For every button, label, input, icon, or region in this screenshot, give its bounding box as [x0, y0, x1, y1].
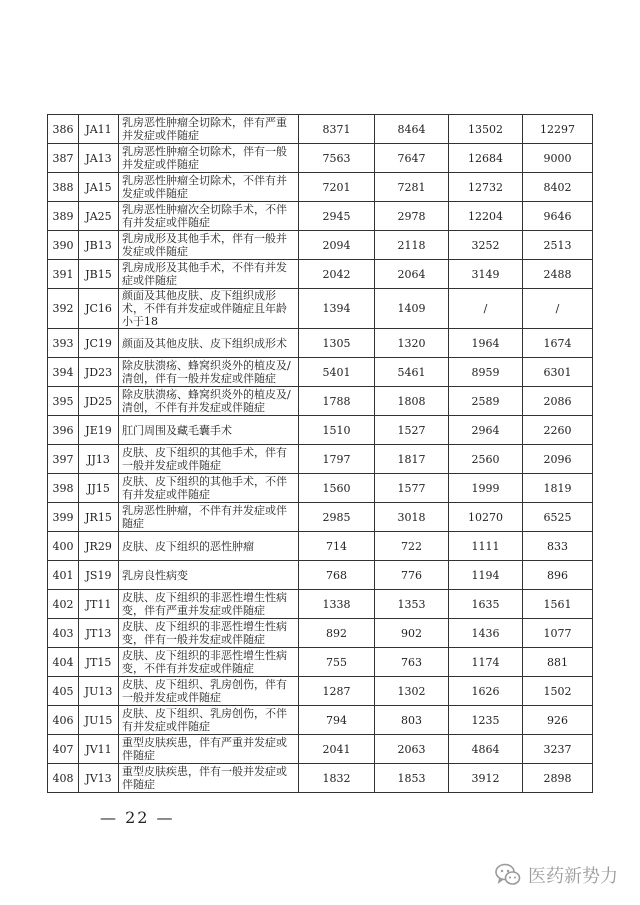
drg-name-cell: 皮肤、皮下组织的其他手术，不伴有并发症或伴随症: [119, 474, 299, 503]
row-number-cell: 408: [48, 764, 79, 793]
value-cell-1: 1394: [299, 289, 375, 329]
drg-code-cell: JB13: [79, 231, 119, 260]
value-cell-4: 2513: [523, 231, 593, 260]
value-cell-1: 1338: [299, 590, 375, 619]
drg-name-cell: 皮肤、皮下组织的其他手术，伴有一般并发症或伴随症: [119, 445, 299, 474]
drg-name-cell: 肛门周围及藏毛囊手术: [119, 416, 299, 445]
drg-name-cell: 除皮肤溃疡、蜂窝织炎外的植皮及/清创，伴有一般并发症或伴随症: [119, 358, 299, 387]
drg-code-cell: JJ15: [79, 474, 119, 503]
drg-code-cell: JT15: [79, 648, 119, 677]
value-cell-3: 1626: [449, 677, 523, 706]
value-cell-3: 3149: [449, 260, 523, 289]
wechat-icon: [494, 861, 522, 889]
drg-code-cell: JC16: [79, 289, 119, 329]
value-cell-3: 12732: [449, 173, 523, 202]
value-cell-2: 7281: [375, 173, 449, 202]
value-cell-1: 768: [299, 561, 375, 590]
drg-name-cell: 皮肤、皮下组织的非恶性增生性病变，伴有一般并发症或伴随症: [119, 619, 299, 648]
row-number-cell: 388: [48, 173, 79, 202]
drg-code-cell: JV11: [79, 735, 119, 764]
table-row: [48, 445, 593, 474]
value-cell-4: 6525: [523, 503, 593, 532]
row-number-cell: 386: [48, 115, 79, 144]
row-number-cell: 387: [48, 144, 79, 173]
table-row: [48, 590, 593, 619]
table-row: [48, 474, 593, 503]
value-cell-2: 2118: [375, 231, 449, 260]
value-cell-1: 1560: [299, 474, 375, 503]
value-cell-2: 1527: [375, 416, 449, 445]
drg-name-cell: 皮肤、皮下组织的恶性肿瘤: [119, 532, 299, 561]
value-cell-3: 1235: [449, 706, 523, 735]
table-row: [48, 532, 593, 561]
value-cell-3: 1194: [449, 561, 523, 590]
value-cell-3: 8959: [449, 358, 523, 387]
row-number-cell: 400: [48, 532, 79, 561]
drg-code-cell: JC19: [79, 329, 119, 358]
table-body: [48, 115, 593, 793]
value-cell-3: 2964: [449, 416, 523, 445]
drg-code-cell: JT11: [79, 590, 119, 619]
value-cell-1: 1305: [299, 329, 375, 358]
value-cell-3: 1436: [449, 619, 523, 648]
value-cell-3: 1964: [449, 329, 523, 358]
value-cell-1: 5401: [299, 358, 375, 387]
row-number-cell: 392: [48, 289, 79, 329]
value-cell-4: 2260: [523, 416, 593, 445]
value-cell-2: 8464: [375, 115, 449, 144]
value-cell-2: 1409: [375, 289, 449, 329]
row-number-cell: 390: [48, 231, 79, 260]
value-cell-3: 1999: [449, 474, 523, 503]
drg-name-cell: 皮肤、皮下组织、乳房创伤，伴有一般并发症或伴随症: [119, 677, 299, 706]
drg-code-cell: JA15: [79, 173, 119, 202]
row-number-cell: 402: [48, 590, 79, 619]
row-number-cell: 391: [48, 260, 79, 289]
drg-name-cell: 颜面及其他皮肤、皮下组织成形术，不伴有并发症或伴随症且年龄小于18: [119, 289, 299, 329]
value-cell-3: 2589: [449, 387, 523, 416]
row-number-cell: 396: [48, 416, 79, 445]
drg-name-cell: 乳房恶性肿瘤全切除术，不伴有并发症或伴随症: [119, 173, 299, 202]
value-cell-3: 2560: [449, 445, 523, 474]
value-cell-1: 2094: [299, 231, 375, 260]
drg-code-cell: JJ13: [79, 445, 119, 474]
value-cell-3: 10270: [449, 503, 523, 532]
drg-code-cell: JT13: [79, 619, 119, 648]
table-row: [48, 764, 593, 793]
table-row: [48, 115, 593, 144]
table-row: [48, 173, 593, 202]
value-cell-3: 3252: [449, 231, 523, 260]
value-cell-1: 794: [299, 706, 375, 735]
value-cell-1: 1797: [299, 445, 375, 474]
drg-name-cell: 乳房恶性肿瘤次全切除手术，不伴有并发症或伴随症: [119, 202, 299, 231]
table-row: [48, 648, 593, 677]
table-row: [48, 416, 593, 445]
table-row: [48, 503, 593, 532]
value-cell-1: 2041: [299, 735, 375, 764]
value-cell-1: 755: [299, 648, 375, 677]
value-cell-2: 5461: [375, 358, 449, 387]
table-row: [48, 358, 593, 387]
table-row: [48, 387, 593, 416]
drg-name-cell: 皮肤、皮下组织、乳房创伤，不伴有并发症或伴随症: [119, 706, 299, 735]
drg-name-cell: 重型皮肤疾患，伴有一般并发症或伴随症: [119, 764, 299, 793]
value-cell-4: 896: [523, 561, 593, 590]
drg-code-cell: JU15: [79, 706, 119, 735]
value-cell-1: 1510: [299, 416, 375, 445]
value-cell-1: 7563: [299, 144, 375, 173]
row-number-cell: 399: [48, 503, 79, 532]
drg-name-cell: 乳房良性病变: [119, 561, 299, 590]
value-cell-2: 776: [375, 561, 449, 590]
value-cell-2: 1817: [375, 445, 449, 474]
drg-name-cell: 除皮肤溃疡、蜂窝织炎外的植皮及/清创，不伴有并发症或伴随症: [119, 387, 299, 416]
value-cell-2: 2063: [375, 735, 449, 764]
drg-code-cell: JU13: [79, 677, 119, 706]
drg-name-cell: 乳房恶性肿瘤全切除术，伴有一般并发症或伴随症: [119, 144, 299, 173]
table-row: [48, 289, 593, 329]
drg-code-cell: JE19: [79, 416, 119, 445]
value-cell-2: 763: [375, 648, 449, 677]
table-row: [48, 329, 593, 358]
drg-name-cell: 皮肤、皮下组织的非恶性增生性病变，不伴有并发症或伴随症: [119, 648, 299, 677]
drg-name-cell: 颜面及其他皮肤、皮下组织成形术: [119, 329, 299, 358]
row-number-cell: 403: [48, 619, 79, 648]
value-cell-2: 1808: [375, 387, 449, 416]
value-cell-1: 714: [299, 532, 375, 561]
value-cell-1: 892: [299, 619, 375, 648]
table-row: [48, 202, 593, 231]
row-number-cell: 394: [48, 358, 79, 387]
value-cell-4: 2096: [523, 445, 593, 474]
row-number-cell: 393: [48, 329, 79, 358]
row-number-cell: 395: [48, 387, 79, 416]
value-cell-1: 2985: [299, 503, 375, 532]
value-cell-3: 13502: [449, 115, 523, 144]
drg-code-cell: JD25: [79, 387, 119, 416]
value-cell-4: 9000: [523, 144, 593, 173]
value-cell-4: 1561: [523, 590, 593, 619]
drg-code-cell: JV13: [79, 764, 119, 793]
value-cell-3: 12204: [449, 202, 523, 231]
value-cell-4: 1502: [523, 677, 593, 706]
drg-price-table: [47, 114, 593, 793]
drg-name-cell: 乳房恶性肿瘤，不伴有并发症或伴随症: [119, 503, 299, 532]
drg-code-cell: JA25: [79, 202, 119, 231]
table-row: [48, 144, 593, 173]
value-cell-2: 1353: [375, 590, 449, 619]
value-cell-3: 1111: [449, 532, 523, 561]
value-cell-4: /: [523, 289, 593, 329]
value-cell-1: 2945: [299, 202, 375, 231]
value-cell-2: 7647: [375, 144, 449, 173]
value-cell-2: 3018: [375, 503, 449, 532]
row-number-cell: 397: [48, 445, 79, 474]
value-cell-2: 2064: [375, 260, 449, 289]
value-cell-4: 2898: [523, 764, 593, 793]
row-number-cell: 398: [48, 474, 79, 503]
row-number-cell: 405: [48, 677, 79, 706]
row-number-cell: 406: [48, 706, 79, 735]
table-row: [48, 260, 593, 289]
value-cell-4: 833: [523, 532, 593, 561]
drg-name-cell: 乳房成形及其他手术，不伴有并发症或伴随症: [119, 260, 299, 289]
drg-name-cell: 乳房恶性肿瘤全切除术，伴有严重并发症或伴随症: [119, 115, 299, 144]
value-cell-4: 2488: [523, 260, 593, 289]
row-number-cell: 407: [48, 735, 79, 764]
drg-code-cell: JR15: [79, 503, 119, 532]
drg-name-cell: 皮肤、皮下组织的非恶性增生性病变，伴有严重并发症或伴随症: [119, 590, 299, 619]
table-row: [48, 706, 593, 735]
value-cell-4: 9646: [523, 202, 593, 231]
table-row: [48, 231, 593, 260]
drg-code-cell: JA11: [79, 115, 119, 144]
drg-code-cell: JD23: [79, 358, 119, 387]
value-cell-2: 1302: [375, 677, 449, 706]
value-cell-4: 926: [523, 706, 593, 735]
value-cell-3: 3912: [449, 764, 523, 793]
value-cell-4: 8402: [523, 173, 593, 202]
value-cell-2: 803: [375, 706, 449, 735]
value-cell-3: 4864: [449, 735, 523, 764]
drg-name-cell: 乳房成形及其他手术，伴有一般并发症或伴随症: [119, 231, 299, 260]
value-cell-3: /: [449, 289, 523, 329]
value-cell-4: 2086: [523, 387, 593, 416]
value-cell-2: 902: [375, 619, 449, 648]
row-number-cell: 404: [48, 648, 79, 677]
page-number: — 22 —: [100, 808, 175, 827]
drg-name-cell: 重型皮肤疾患，伴有严重并发症或伴随症: [119, 735, 299, 764]
value-cell-1: 8371: [299, 115, 375, 144]
drg-code-cell: JS19: [79, 561, 119, 590]
value-cell-4: 1674: [523, 329, 593, 358]
value-cell-4: 3237: [523, 735, 593, 764]
value-cell-1: 1287: [299, 677, 375, 706]
table-row: [48, 677, 593, 706]
drg-code-cell: JB15: [79, 260, 119, 289]
watermark: [494, 860, 618, 890]
value-cell-4: 1077: [523, 619, 593, 648]
value-cell-3: 12684: [449, 144, 523, 173]
value-cell-2: 1320: [375, 329, 449, 358]
table-row: [48, 735, 593, 764]
value-cell-3: 1174: [449, 648, 523, 677]
value-cell-2: 2978: [375, 202, 449, 231]
value-cell-3: 1635: [449, 590, 523, 619]
value-cell-1: 1788: [299, 387, 375, 416]
value-cell-1: 7201: [299, 173, 375, 202]
value-cell-2: 1577: [375, 474, 449, 503]
value-cell-1: 1832: [299, 764, 375, 793]
table-row: [48, 619, 593, 648]
table-row: [48, 561, 593, 590]
value-cell-1: 2042: [299, 260, 375, 289]
value-cell-4: 12297: [523, 115, 593, 144]
row-number-cell: 389: [48, 202, 79, 231]
row-number-cell: 401: [48, 561, 79, 590]
value-cell-4: 1819: [523, 474, 593, 503]
drg-code-cell: JR29: [79, 532, 119, 561]
drg-code-cell: JA13: [79, 144, 119, 173]
value-cell-4: 6301: [523, 358, 593, 387]
value-cell-2: 1853: [375, 764, 449, 793]
value-cell-2: 722: [375, 532, 449, 561]
watermark-text: 医药新势力: [528, 866, 618, 887]
value-cell-4: 881: [523, 648, 593, 677]
